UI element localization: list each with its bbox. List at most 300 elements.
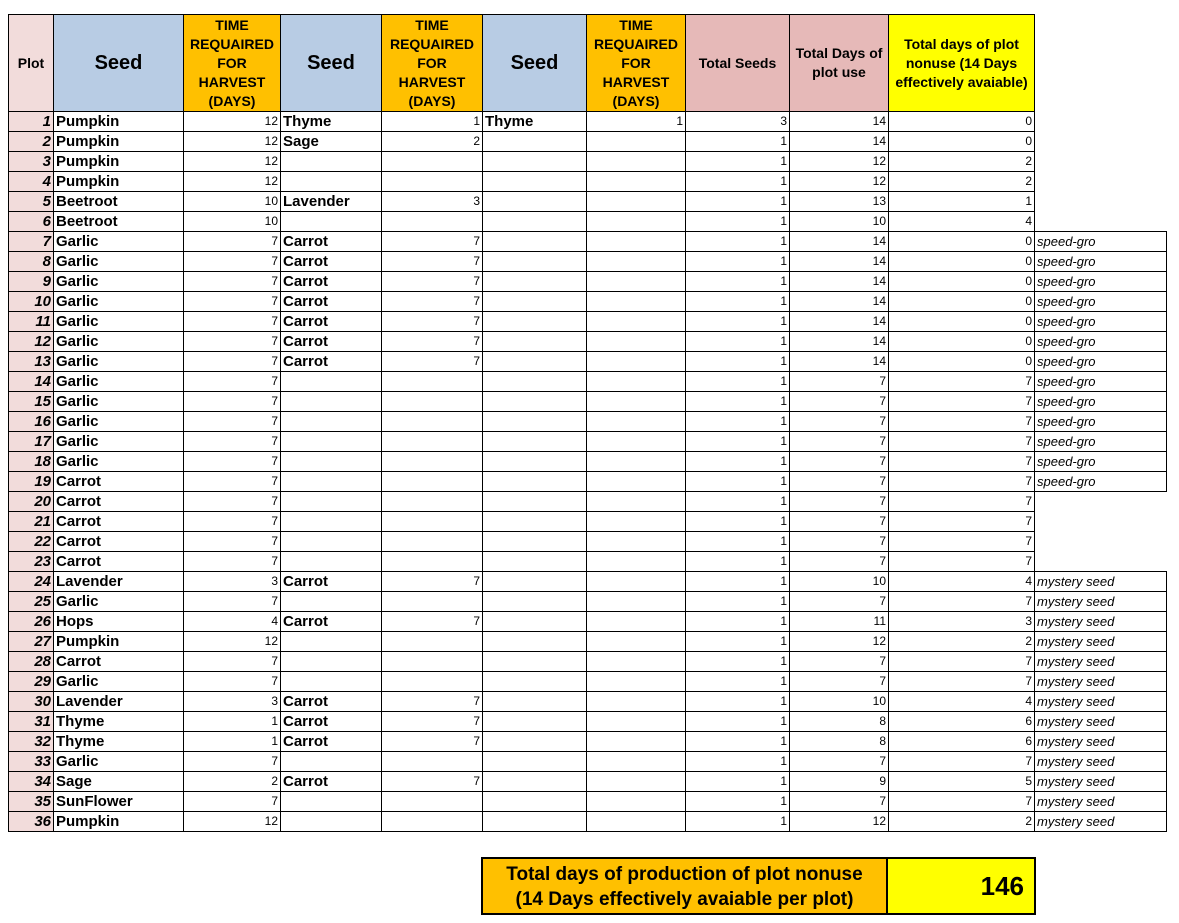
cell-time-1[interactable]: 7	[184, 592, 281, 612]
cell-time-1[interactable]: 1	[184, 712, 281, 732]
cell-total-seeds[interactable]: 1	[686, 472, 790, 492]
cell-nonuse[interactable]: 0	[889, 132, 1035, 152]
cell-nonuse[interactable]: 7	[889, 672, 1035, 692]
cell-total-days[interactable]: 12	[790, 172, 889, 192]
cell-seed-2[interactable]	[281, 212, 382, 232]
cell-seed-2[interactable]: Carrot	[281, 572, 382, 592]
cell-total-days[interactable]: 7	[790, 592, 889, 612]
cell-plot[interactable]: 23	[9, 552, 54, 572]
cell-time-1[interactable]: 1	[184, 732, 281, 752]
cell-total-days[interactable]: 12	[790, 152, 889, 172]
cell-total-seeds[interactable]: 1	[686, 392, 790, 412]
cell-total-seeds[interactable]: 1	[686, 492, 790, 512]
cell-seed-3[interactable]	[483, 612, 587, 632]
cell-time-3[interactable]	[587, 672, 686, 692]
cell-total-seeds[interactable]: 1	[686, 772, 790, 792]
cell-note[interactable]	[1035, 492, 1167, 512]
cell-total-days[interactable]: 14	[790, 292, 889, 312]
cell-seed-1[interactable]: Carrot	[54, 652, 184, 672]
cell-plot[interactable]: 19	[9, 472, 54, 492]
cell-total-seeds[interactable]: 1	[686, 192, 790, 212]
cell-nonuse[interactable]: 2	[889, 812, 1035, 832]
cell-total-seeds[interactable]: 1	[686, 372, 790, 392]
cell-time-3[interactable]	[587, 492, 686, 512]
cell-seed-2[interactable]	[281, 432, 382, 452]
cell-seed-1[interactable]: Garlic	[54, 752, 184, 772]
cell-note[interactable]	[1035, 512, 1167, 532]
cell-time-2[interactable]	[382, 512, 483, 532]
cell-time-2[interactable]: 7	[382, 332, 483, 352]
cell-time-2[interactable]	[382, 632, 483, 652]
cell-seed-3[interactable]	[483, 712, 587, 732]
cell-total-days[interactable]: 7	[790, 472, 889, 492]
header-nonuse[interactable]: Total days of plot nonuse (14 Days effectively avaiable)	[889, 15, 1035, 112]
cell-plot[interactable]: 5	[9, 192, 54, 212]
cell-note[interactable]: speed-gro	[1035, 252, 1167, 272]
cell-seed-2[interactable]	[281, 812, 382, 832]
cell-time-2[interactable]	[382, 152, 483, 172]
cell-time-1[interactable]: 12	[184, 812, 281, 832]
cell-total-seeds[interactable]: 1	[686, 712, 790, 732]
cell-note[interactable]: speed-gro	[1035, 272, 1167, 292]
cell-time-3[interactable]	[587, 312, 686, 332]
cell-plot[interactable]: 18	[9, 452, 54, 472]
cell-time-3[interactable]	[587, 632, 686, 652]
cell-nonuse[interactable]: 2	[889, 632, 1035, 652]
cell-seed-2[interactable]	[281, 592, 382, 612]
cell-note[interactable]: speed-gro	[1035, 412, 1167, 432]
cell-seed-3[interactable]	[483, 172, 587, 192]
cell-seed-2[interactable]: Carrot	[281, 332, 382, 352]
cell-seed-1[interactable]: Hops	[54, 612, 184, 632]
cell-seed-3[interactable]	[483, 492, 587, 512]
cell-plot[interactable]: 31	[9, 712, 54, 732]
cell-time-1[interactable]: 7	[184, 312, 281, 332]
cell-time-2[interactable]	[382, 212, 483, 232]
cell-nonuse[interactable]: 0	[889, 312, 1035, 332]
cell-seed-2[interactable]	[281, 552, 382, 572]
cell-total-seeds[interactable]: 1	[686, 172, 790, 192]
cell-total-seeds[interactable]: 1	[686, 552, 790, 572]
cell-nonuse[interactable]: 2	[889, 152, 1035, 172]
cell-time-2[interactable]	[382, 592, 483, 612]
cell-seed-2[interactable]	[281, 472, 382, 492]
cell-seed-1[interactable]: Garlic	[54, 332, 184, 352]
cell-time-1[interactable]: 3	[184, 692, 281, 712]
cell-time-1[interactable]: 3	[184, 572, 281, 592]
cell-total-seeds[interactable]: 1	[686, 252, 790, 272]
cell-seed-2[interactable]	[281, 412, 382, 432]
cell-seed-2[interactable]: Carrot	[281, 352, 382, 372]
cell-seed-1[interactable]: Sage	[54, 772, 184, 792]
cell-time-2[interactable]	[382, 552, 483, 572]
cell-seed-1[interactable]: Garlic	[54, 672, 184, 692]
cell-time-1[interactable]: 7	[184, 332, 281, 352]
cell-seed-3[interactable]	[483, 472, 587, 492]
cell-seed-1[interactable]: Pumpkin	[54, 112, 184, 132]
cell-time-1[interactable]: 7	[184, 792, 281, 812]
cell-note[interactable]: speed-gro	[1035, 452, 1167, 472]
cell-plot[interactable]: 1	[9, 112, 54, 132]
cell-time-2[interactable]	[382, 792, 483, 812]
cell-time-1[interactable]: 2	[184, 772, 281, 792]
cell-seed-3[interactable]	[483, 372, 587, 392]
cell-time-3[interactable]	[587, 472, 686, 492]
cell-seed-3[interactable]	[483, 332, 587, 352]
cell-note[interactable]: speed-gro	[1035, 312, 1167, 332]
cell-total-seeds[interactable]: 1	[686, 352, 790, 372]
cell-total-days[interactable]: 9	[790, 772, 889, 792]
cell-seed-1[interactable]: Garlic	[54, 452, 184, 472]
cell-seed-1[interactable]: Carrot	[54, 492, 184, 512]
cell-seed-3[interactable]	[483, 812, 587, 832]
cell-nonuse[interactable]: 0	[889, 292, 1035, 312]
cell-seed-1[interactable]: Pumpkin	[54, 632, 184, 652]
cell-plot[interactable]: 32	[9, 732, 54, 752]
cell-time-3[interactable]	[587, 452, 686, 472]
cell-seed-2[interactable]: Carrot	[281, 732, 382, 752]
cell-total-days[interactable]: 7	[790, 792, 889, 812]
cell-nonuse[interactable]: 3	[889, 612, 1035, 632]
cell-note[interactable]: speed-gro	[1035, 472, 1167, 492]
cell-seed-1[interactable]: Garlic	[54, 292, 184, 312]
cell-time-3[interactable]	[587, 712, 686, 732]
cell-seed-2[interactable]	[281, 452, 382, 472]
cell-total-seeds[interactable]: 1	[686, 432, 790, 452]
cell-time-3[interactable]	[587, 612, 686, 632]
cell-total-days[interactable]: 13	[790, 192, 889, 212]
cell-total-seeds[interactable]: 1	[686, 412, 790, 432]
cell-time-2[interactable]	[382, 492, 483, 512]
cell-total-days[interactable]: 7	[790, 532, 889, 552]
cell-seed-3[interactable]	[483, 532, 587, 552]
cell-note[interactable]	[1035, 172, 1167, 192]
cell-time-3[interactable]	[587, 252, 686, 272]
cell-plot[interactable]: 11	[9, 312, 54, 332]
cell-total-days[interactable]: 14	[790, 132, 889, 152]
cell-total-seeds[interactable]: 1	[686, 152, 790, 172]
cell-note[interactable]: mystery seed	[1035, 712, 1167, 732]
cell-seed-1[interactable]: Beetroot	[54, 212, 184, 232]
cell-seed-3[interactable]	[483, 432, 587, 452]
cell-plot[interactable]: 8	[9, 252, 54, 272]
cell-total-seeds[interactable]: 1	[686, 672, 790, 692]
cell-seed-3[interactable]	[483, 272, 587, 292]
cell-time-1[interactable]: 7	[184, 412, 281, 432]
cell-seed-2[interactable]: Carrot	[281, 292, 382, 312]
cell-time-3[interactable]	[587, 752, 686, 772]
cell-plot[interactable]: 33	[9, 752, 54, 772]
cell-time-3[interactable]	[587, 272, 686, 292]
cell-plot[interactable]: 9	[9, 272, 54, 292]
cell-total-days[interactable]: 7	[790, 372, 889, 392]
cell-time-2[interactable]: 7	[382, 252, 483, 272]
cell-total-seeds[interactable]: 1	[686, 592, 790, 612]
cell-note[interactable]	[1035, 212, 1167, 232]
cell-time-3[interactable]	[587, 132, 686, 152]
header-seed-2[interactable]: Seed	[281, 15, 382, 112]
cell-time-3[interactable]	[587, 372, 686, 392]
cell-note[interactable]: mystery seed	[1035, 652, 1167, 672]
cell-total-days[interactable]: 12	[790, 812, 889, 832]
cell-time-1[interactable]: 7	[184, 252, 281, 272]
cell-note[interactable]: mystery seed	[1035, 572, 1167, 592]
cell-time-2[interactable]: 7	[382, 232, 483, 252]
cell-seed-3[interactable]	[483, 292, 587, 312]
cell-total-days[interactable]: 14	[790, 312, 889, 332]
cell-time-1[interactable]: 7	[184, 552, 281, 572]
cell-time-3[interactable]	[587, 332, 686, 352]
cell-time-1[interactable]: 10	[184, 212, 281, 232]
cell-nonuse[interactable]: 7	[889, 432, 1035, 452]
cell-time-1[interactable]: 7	[184, 232, 281, 252]
cell-time-1[interactable]: 10	[184, 192, 281, 212]
cell-seed-3[interactable]	[483, 752, 587, 772]
cell-time-3[interactable]	[587, 412, 686, 432]
cell-time-3[interactable]	[587, 572, 686, 592]
cell-time-3[interactable]	[587, 432, 686, 452]
cell-time-2[interactable]: 7	[382, 692, 483, 712]
cell-seed-2[interactable]	[281, 152, 382, 172]
cell-total-seeds[interactable]: 1	[686, 332, 790, 352]
cell-seed-1[interactable]: Pumpkin	[54, 152, 184, 172]
cell-seed-2[interactable]: Thyme	[281, 112, 382, 132]
cell-note[interactable]: mystery seed	[1035, 812, 1167, 832]
cell-time-2[interactable]	[382, 672, 483, 692]
cell-total-seeds[interactable]: 1	[686, 812, 790, 832]
cell-seed-3[interactable]	[483, 692, 587, 712]
cell-time-2[interactable]	[382, 812, 483, 832]
cell-seed-3[interactable]	[483, 512, 587, 532]
cell-time-3[interactable]	[587, 812, 686, 832]
cell-total-seeds[interactable]: 1	[686, 692, 790, 712]
cell-seed-1[interactable]: Garlic	[54, 372, 184, 392]
cell-nonuse[interactable]: 7	[889, 532, 1035, 552]
cell-seed-3[interactable]	[483, 152, 587, 172]
cell-note[interactable]: mystery seed	[1035, 752, 1167, 772]
cell-seed-3[interactable]	[483, 552, 587, 572]
cell-time-2[interactable]	[382, 652, 483, 672]
cell-seed-2[interactable]: Lavender	[281, 192, 382, 212]
cell-seed-3[interactable]	[483, 352, 587, 372]
cell-seed-2[interactable]: Carrot	[281, 312, 382, 332]
header-total-seeds[interactable]: Total Seeds	[686, 15, 790, 112]
cell-time-1[interactable]: 7	[184, 372, 281, 392]
cell-total-days[interactable]: 11	[790, 612, 889, 632]
cell-time-1[interactable]: 7	[184, 272, 281, 292]
cell-seed-3[interactable]	[483, 792, 587, 812]
cell-time-2[interactable]: 2	[382, 132, 483, 152]
cell-time-3[interactable]	[587, 212, 686, 232]
cell-time-3[interactable]	[587, 512, 686, 532]
cell-note[interactable]: speed-gro	[1035, 332, 1167, 352]
cell-total-seeds[interactable]: 1	[686, 512, 790, 532]
cell-time-3[interactable]	[587, 172, 686, 192]
cell-total-days[interactable]: 14	[790, 112, 889, 132]
cell-time-3[interactable]	[587, 692, 686, 712]
summary-label[interactable]	[483, 859, 888, 913]
cell-time-2[interactable]: 7	[382, 272, 483, 292]
cell-seed-2[interactable]: Carrot	[281, 232, 382, 252]
cell-note[interactable]: speed-gro	[1035, 372, 1167, 392]
cell-time-2[interactable]	[382, 472, 483, 492]
cell-time-3[interactable]	[587, 552, 686, 572]
cell-plot[interactable]: 22	[9, 532, 54, 552]
cell-plot[interactable]: 4	[9, 172, 54, 192]
cell-time-3[interactable]	[587, 232, 686, 252]
header-time-1[interactable]: TIME REQUAIRED FOR HARVEST (DAYS)	[184, 15, 281, 112]
cell-seed-3[interactable]	[483, 132, 587, 152]
cell-total-days[interactable]: 10	[790, 692, 889, 712]
cell-total-days[interactable]: 14	[790, 252, 889, 272]
cell-seed-2[interactable]	[281, 752, 382, 772]
cell-plot[interactable]: 7	[9, 232, 54, 252]
cell-time-2[interactable]	[382, 452, 483, 472]
cell-time-1[interactable]: 7	[184, 492, 281, 512]
cell-seed-2[interactable]	[281, 392, 382, 412]
cell-total-seeds[interactable]: 3	[686, 112, 790, 132]
header-plot[interactable]: Plot	[9, 15, 54, 112]
cell-nonuse[interactable]: 7	[889, 552, 1035, 572]
cell-note[interactable]: mystery seed	[1035, 772, 1167, 792]
cell-plot[interactable]: 12	[9, 332, 54, 352]
cell-time-3[interactable]	[587, 352, 686, 372]
cell-time-2[interactable]	[382, 432, 483, 452]
cell-seed-3[interactable]	[483, 652, 587, 672]
summary-value[interactable]: 146	[888, 859, 1034, 913]
cell-time-3[interactable]: 1	[587, 112, 686, 132]
cell-nonuse[interactable]: 4	[889, 572, 1035, 592]
cell-total-days[interactable]: 14	[790, 332, 889, 352]
cell-nonuse[interactable]: 6	[889, 732, 1035, 752]
cell-time-3[interactable]	[587, 192, 686, 212]
header-seed-1[interactable]: Seed	[54, 15, 184, 112]
cell-seed-3[interactable]	[483, 312, 587, 332]
cell-note[interactable]: speed-gro	[1035, 232, 1167, 252]
cell-seed-1[interactable]: SunFlower	[54, 792, 184, 812]
cell-nonuse[interactable]: 0	[889, 112, 1035, 132]
cell-plot[interactable]: 2	[9, 132, 54, 152]
cell-time-2[interactable]	[382, 752, 483, 772]
cell-time-2[interactable]: 7	[382, 772, 483, 792]
cell-total-days[interactable]: 7	[790, 752, 889, 772]
cell-time-2[interactable]: 3	[382, 192, 483, 212]
cell-total-days[interactable]: 10	[790, 212, 889, 232]
cell-plot[interactable]: 16	[9, 412, 54, 432]
cell-note[interactable]: mystery seed	[1035, 672, 1167, 692]
cell-seed-2[interactable]	[281, 632, 382, 652]
cell-total-days[interactable]: 14	[790, 232, 889, 252]
cell-seed-3[interactable]	[483, 252, 587, 272]
cell-total-days[interactable]: 12	[790, 632, 889, 652]
cell-total-seeds[interactable]: 1	[686, 532, 790, 552]
cell-total-days[interactable]: 7	[790, 392, 889, 412]
cell-seed-1[interactable]: Garlic	[54, 432, 184, 452]
cell-note[interactable]: speed-gro	[1035, 352, 1167, 372]
cell-time-1[interactable]: 12	[184, 112, 281, 132]
cell-seed-3[interactable]	[483, 572, 587, 592]
cell-total-days[interactable]: 7	[790, 412, 889, 432]
cell-nonuse[interactable]: 0	[889, 332, 1035, 352]
cell-seed-2[interactable]: Carrot	[281, 612, 382, 632]
cell-note[interactable]	[1035, 132, 1167, 152]
cell-note[interactable]: mystery seed	[1035, 632, 1167, 652]
cell-seed-1[interactable]: Thyme	[54, 732, 184, 752]
cell-time-1[interactable]: 12	[184, 632, 281, 652]
cell-seed-1[interactable]: Pumpkin	[54, 172, 184, 192]
cell-time-2[interactable]: 7	[382, 312, 483, 332]
cell-seed-2[interactable]: Carrot	[281, 712, 382, 732]
cell-time-2[interactable]: 7	[382, 572, 483, 592]
cell-total-days[interactable]: 7	[790, 492, 889, 512]
cell-time-1[interactable]: 7	[184, 532, 281, 552]
cell-plot[interactable]: 20	[9, 492, 54, 512]
cell-note[interactable]: mystery seed	[1035, 592, 1167, 612]
cell-nonuse[interactable]: 7	[889, 652, 1035, 672]
cell-note[interactable]	[1035, 112, 1167, 132]
cell-time-1[interactable]: 4	[184, 612, 281, 632]
cell-time-1[interactable]: 7	[184, 752, 281, 772]
cell-seed-1[interactable]: Lavender	[54, 572, 184, 592]
cell-seed-1[interactable]: Garlic	[54, 592, 184, 612]
cell-note[interactable]: speed-gro	[1035, 292, 1167, 312]
cell-total-days[interactable]: 7	[790, 432, 889, 452]
cell-time-1[interactable]: 7	[184, 512, 281, 532]
cell-seed-3[interactable]	[483, 192, 587, 212]
cell-nonuse[interactable]: 7	[889, 452, 1035, 472]
cell-time-1[interactable]: 12	[184, 152, 281, 172]
cell-time-2[interactable]: 7	[382, 352, 483, 372]
cell-seed-2[interactable]	[281, 652, 382, 672]
header-time-2[interactable]: TIME REQUAIRED FOR HARVEST (DAYS)	[382, 15, 483, 112]
cell-seed-2[interactable]: Sage	[281, 132, 382, 152]
cell-total-seeds[interactable]: 1	[686, 572, 790, 592]
cell-time-3[interactable]	[587, 732, 686, 752]
cell-seed-2[interactable]	[281, 792, 382, 812]
cell-note[interactable]	[1035, 552, 1167, 572]
cell-total-seeds[interactable]: 1	[686, 792, 790, 812]
cell-total-seeds[interactable]: 1	[686, 312, 790, 332]
cell-total-seeds[interactable]: 1	[686, 632, 790, 652]
cell-time-1[interactable]: 7	[184, 452, 281, 472]
cell-seed-3[interactable]	[483, 392, 587, 412]
cell-plot[interactable]: 28	[9, 652, 54, 672]
cell-total-seeds[interactable]: 1	[686, 732, 790, 752]
cell-note[interactable]: mystery seed	[1035, 792, 1167, 812]
cell-note[interactable]: mystery seed	[1035, 692, 1167, 712]
cell-seed-2[interactable]: Carrot	[281, 272, 382, 292]
cell-seed-3[interactable]	[483, 412, 587, 432]
cell-seed-1[interactable]: Garlic	[54, 232, 184, 252]
cell-nonuse[interactable]: 0	[889, 252, 1035, 272]
cell-time-1[interactable]: 7	[184, 352, 281, 372]
cell-plot[interactable]: 26	[9, 612, 54, 632]
cell-time-2[interactable]: 7	[382, 712, 483, 732]
cell-total-days[interactable]: 14	[790, 272, 889, 292]
cell-total-seeds[interactable]: 1	[686, 232, 790, 252]
cell-seed-2[interactable]	[281, 172, 382, 192]
cell-nonuse[interactable]: 7	[889, 512, 1035, 532]
header-time-3[interactable]: TIME REQUAIRED FOR HARVEST (DAYS)	[587, 15, 686, 112]
cell-time-2[interactable]: 7	[382, 612, 483, 632]
cell-seed-1[interactable]: Garlic	[54, 312, 184, 332]
cell-seed-2[interactable]: Carrot	[281, 252, 382, 272]
cell-time-2[interactable]: 1	[382, 112, 483, 132]
cell-time-3[interactable]	[587, 292, 686, 312]
cell-nonuse[interactable]: 7	[889, 752, 1035, 772]
cell-seed-3[interactable]	[483, 632, 587, 652]
cell-seed-1[interactable]: Pumpkin	[54, 812, 184, 832]
